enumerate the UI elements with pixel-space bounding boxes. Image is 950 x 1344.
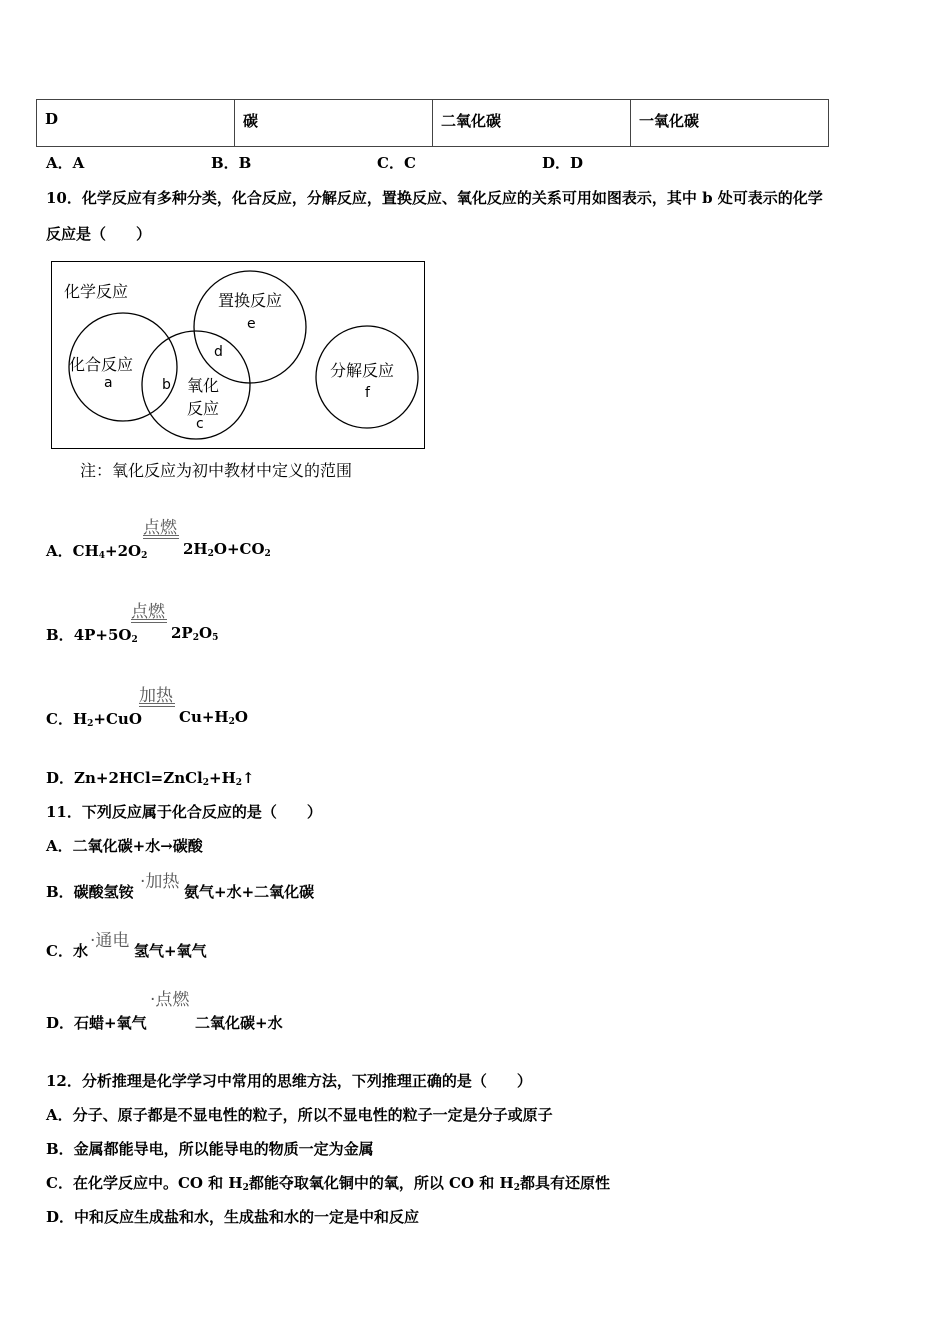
condition-text: 加热	[145, 872, 180, 892]
region-b: b	[162, 377, 171, 393]
choice-a: A．A	[46, 154, 85, 172]
region-d: d	[214, 344, 223, 360]
q10-option-b-products: $2P_2O_5$	[171, 624, 219, 643]
label-combination: 化合反应	[69, 355, 134, 374]
diagram-note: 注：氧化反应为初中教材中定义的范围	[80, 461, 353, 480]
table-cell: 二氧化碳	[433, 100, 631, 147]
option-prefix: A．	[46, 542, 73, 560]
q11-option-c-left: C．水	[46, 942, 88, 960]
condition-ignite: 点燃	[143, 518, 177, 538]
label-decomposition: 分解反应	[330, 361, 395, 380]
table-row	[37, 100, 829, 147]
q11-option-d-right: 二氧化碳+水	[195, 1014, 283, 1032]
q12-option-a: A．分子、原子都是不显电性的粒子，所以不显电性的粒子一定是分子或原子	[46, 1106, 553, 1124]
q12-option-b: B．金属都能导电，所以能导电的物质一定为金属	[46, 1140, 374, 1158]
text-part: 都具有还原性	[519, 1174, 610, 1192]
q10-option-b: B．$4P+5O_2$	[46, 626, 138, 645]
q12-stem: 12．分析推理是化学学习中常用的思维方法，下列推理正确的是（ ）	[46, 1072, 532, 1090]
condition-ignite: 点燃	[131, 602, 165, 622]
condition-text: 通电	[95, 931, 130, 951]
condition-ignite: ·点燃	[150, 990, 190, 1010]
q12-option-c: C．在化学反应中。CO 和 $H_2$都能夺取氧化铜中的氧，所以 CO 和 $H_2$都具有还原性	[46, 1174, 610, 1193]
condition-heat: 加热	[139, 686, 173, 706]
region-f: f	[365, 385, 370, 401]
q10-option-a-products: $2H_2O+CO_2$	[183, 540, 271, 559]
region-a: a	[104, 375, 113, 391]
text-part: C．在化学反应中。CO 和 H	[46, 1174, 243, 1192]
table-cell: D	[37, 100, 235, 147]
region-e: e	[247, 316, 256, 332]
region-c: c	[196, 416, 204, 432]
equation-line	[139, 703, 175, 704]
table-cell: 一氧化碳	[631, 100, 829, 147]
choice-b: B．B	[211, 154, 252, 172]
option-prefix: D．	[46, 769, 75, 787]
label-oxidation-2: 反应	[187, 399, 220, 418]
choice-c: C．C	[377, 154, 416, 172]
q10-option-c: C．$H_2+CuO$	[46, 710, 142, 729]
q10-option-a: A．$CH_4+2O_2$	[46, 542, 148, 561]
q11-option-c-right: 氢气+氧气	[134, 942, 207, 960]
condition-heat: ·加热	[140, 872, 180, 892]
q10-stem-line1: 10．化学反应有多种分类，化合反应，分解反应，置换反应、氧化反应的关系可用如图表示，其中 b 处可表示的化学	[46, 189, 823, 207]
q11-option-d-left: D．石蜡+氧气	[46, 1014, 147, 1032]
equation-line	[131, 622, 167, 623]
equation-line	[143, 535, 179, 536]
equation-line	[131, 619, 167, 620]
q11-option-b-right: 氨气+水+二氧化碳	[184, 883, 315, 901]
q10-stem-line2: 反应是（ ）	[46, 225, 152, 243]
option-prefix: B．	[46, 626, 74, 644]
q10-option-c-products: $Cu+H_2O$	[179, 708, 248, 727]
option-prefix: C．	[46, 710, 73, 728]
equation-line	[139, 706, 175, 707]
table-cell: 碳	[235, 100, 433, 147]
q10-option-d: D．$Zn+2HCl=ZnCl_2+H_2↑$	[46, 769, 255, 788]
equation-line	[143, 538, 179, 539]
q11-stem: 11．下列反应属于化合反应的是（ ）	[46, 803, 322, 821]
label-replacement: 置换反应	[218, 291, 283, 310]
label-oxidation-1: 氧化	[187, 376, 220, 395]
choice-d: D．D	[542, 154, 584, 172]
q12-option-d: D．中和反应生成盐和水，生成盐和水的一定是中和反应	[46, 1208, 420, 1226]
q11-option-a: A．二氧化碳+水→碳酸	[46, 837, 203, 855]
answer-table	[36, 99, 829, 147]
diagram-title: 化学反应	[64, 282, 129, 301]
condition-text: 点燃	[155, 990, 190, 1010]
condition-electrify: ·通电	[90, 931, 130, 951]
text-part: 都能夺取氧化铜中的氧，所以 CO 和 H	[248, 1174, 514, 1192]
q11-option-b-left: B．碳酸氢铵	[46, 883, 134, 901]
